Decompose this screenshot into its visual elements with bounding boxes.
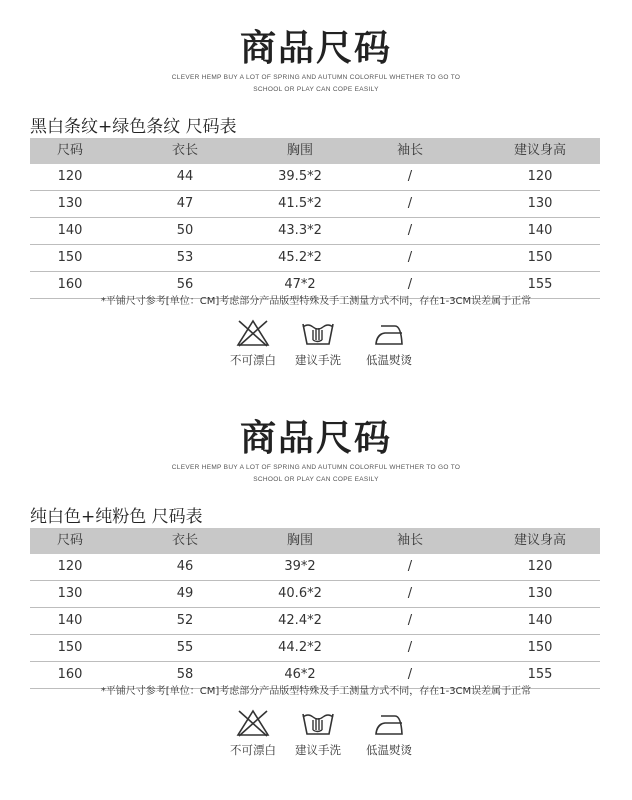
table-row (30, 581, 600, 608)
no-bleach-icon (235, 708, 271, 738)
table-header-row (30, 138, 600, 164)
cell-size: 130 (57, 196, 83, 211)
cell-size: 160 (57, 667, 83, 682)
care-label: 不可漂白 (230, 353, 276, 367)
care-hand-wash (283, 708, 353, 758)
cell-height: 120 (527, 559, 553, 574)
header-length: 衣长 (171, 533, 198, 548)
section-title: 商品尺码 (239, 418, 392, 459)
cell-chest: 39.5*2 (278, 169, 322, 184)
size-table (30, 138, 600, 299)
header-size: 尺码 (56, 143, 83, 158)
cell-length: 56 (176, 277, 194, 292)
care-label: 低温熨烫 (366, 353, 412, 367)
cell-length: 55 (176, 640, 194, 655)
section-subtitle-line1: CLEVER HEMP BUY A LOT OF SPRING AND AUTUMN COLORFUL WHETHER TO GO TO (171, 464, 461, 471)
cell-height: 150 (527, 640, 553, 655)
measurement-note: *平铺尺寸参考[单位：CM]考虑部分产品版型特殊及手工测量方式不同，存在1-3CM误差属于正常 (100, 296, 532, 307)
care-low-iron (354, 708, 424, 758)
header-height: 建议身高 (513, 533, 566, 548)
header-chest: 胸围 (286, 143, 313, 158)
hand-wash-icon (300, 318, 336, 348)
no-bleach-icon (235, 318, 271, 348)
cell-chest: 47*2 (284, 277, 316, 292)
section-subtitle-line1: CLEVER HEMP BUY A LOT OF SPRING AND AUTUMN COLORFUL WHETHER TO GO TO (171, 74, 461, 81)
cell-chest: 45.2*2 (278, 250, 322, 265)
table-header-row (30, 528, 600, 554)
section-subtitle-line2: SCHOOL OR PLAY CAN COPE EASILY (253, 476, 379, 483)
header-height: 建议身高 (513, 143, 566, 158)
cell-size: 120 (57, 169, 83, 184)
table-row (30, 218, 600, 245)
low-iron-icon (371, 708, 407, 738)
cell-length: 53 (176, 250, 194, 265)
care-no-bleach (218, 318, 288, 368)
cell-length: 50 (176, 223, 194, 238)
care-label: 建议手洗 (295, 353, 341, 367)
cell-chest: 41.5*2 (278, 196, 322, 211)
cell-size: 130 (57, 586, 83, 601)
cell-size: 140 (57, 223, 83, 238)
cell-length: 49 (176, 586, 194, 601)
cell-length: 46 (176, 559, 194, 574)
cell-size: 150 (57, 640, 83, 655)
cell-size: 140 (57, 613, 83, 628)
cell-sleeve: / (407, 169, 413, 184)
cell-chest: 46*2 (284, 667, 316, 682)
cell-size: 160 (57, 277, 83, 292)
cell-height: 130 (527, 586, 553, 601)
table-row (30, 245, 600, 272)
measurement-note: *平铺尺寸参考[单位：CM]考虑部分产品版型特殊及手工测量方式不同，存在1-3CM误差属于正常 (100, 686, 532, 697)
cell-length: 47 (176, 196, 194, 211)
cell-chest: 44.2*2 (278, 640, 322, 655)
cell-size: 120 (57, 559, 83, 574)
cell-height: 140 (527, 613, 553, 628)
table-row (30, 191, 600, 218)
care-label: 不可漂白 (230, 743, 276, 757)
care-hand-wash (283, 318, 353, 368)
cell-sleeve: / (407, 277, 413, 292)
table-row (30, 164, 600, 191)
care-label: 建议手洗 (295, 743, 341, 757)
cell-sleeve: / (407, 559, 413, 574)
header-size: 尺码 (56, 533, 83, 548)
care-label: 低温熨烫 (366, 743, 412, 757)
section-subtitle-line2: SCHOOL OR PLAY CAN COPE EASILY (253, 86, 379, 93)
table-row (30, 635, 600, 662)
cell-length: 44 (176, 169, 194, 184)
care-no-bleach (218, 708, 288, 758)
table-row (30, 608, 600, 635)
cell-sleeve: / (407, 586, 413, 601)
cell-sleeve: / (407, 250, 413, 265)
header-chest: 胸围 (286, 533, 313, 548)
header-sleeve: 袖长 (396, 533, 423, 548)
table-row (30, 554, 600, 581)
cell-height: 155 (527, 667, 553, 682)
cell-height: 155 (527, 277, 553, 292)
cell-height: 120 (527, 169, 553, 184)
cell-length: 52 (176, 613, 194, 628)
low-iron-icon (371, 318, 407, 348)
cell-sleeve: / (407, 640, 413, 655)
table-title: 纯白色+纯粉色 尺码表 (30, 507, 203, 527)
cell-size: 150 (57, 250, 83, 265)
cell-height: 130 (527, 196, 553, 211)
hand-wash-icon (300, 708, 336, 738)
header-sleeve: 袖长 (396, 143, 423, 158)
table-title: 黑白条纹+绿色条纹 尺码表 (30, 117, 237, 137)
cell-sleeve: / (407, 667, 413, 682)
cell-chest: 42.4*2 (278, 613, 322, 628)
cell-chest: 43.3*2 (278, 223, 322, 238)
cell-chest: 40.6*2 (278, 586, 322, 601)
cell-height: 140 (527, 223, 553, 238)
cell-chest: 39*2 (284, 559, 316, 574)
cell-length: 58 (176, 667, 194, 682)
header-length: 衣长 (171, 143, 198, 158)
cell-sleeve: / (407, 223, 413, 238)
size-table (30, 528, 600, 689)
cell-height: 150 (527, 250, 553, 265)
section-title: 商品尺码 (239, 28, 392, 69)
cell-sleeve: / (407, 613, 413, 628)
care-low-iron (354, 318, 424, 368)
cell-sleeve: / (407, 196, 413, 211)
